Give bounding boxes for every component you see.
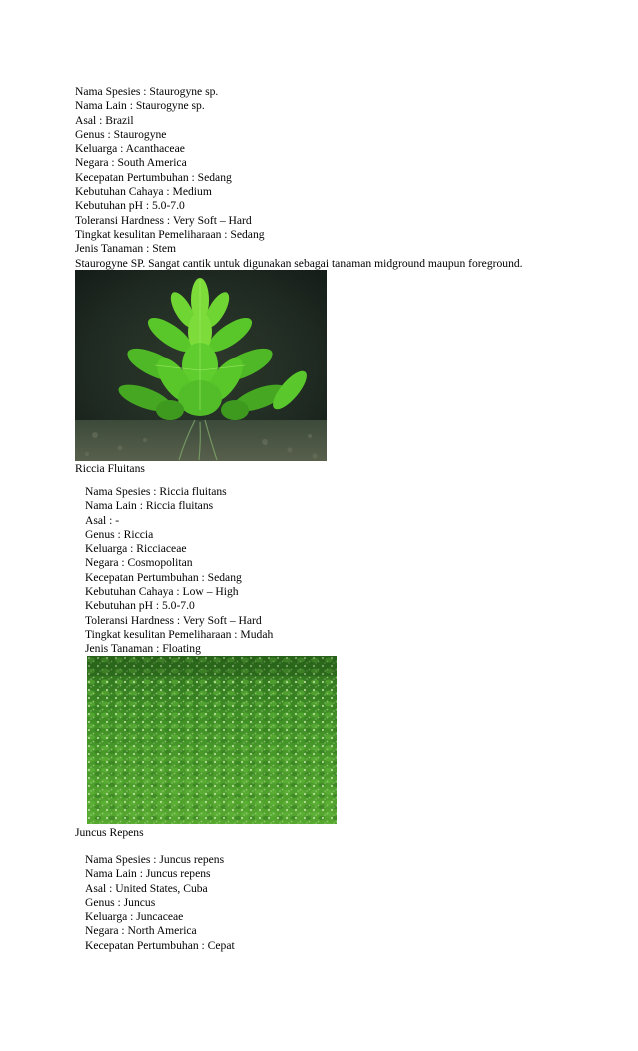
info-line: Kecepatan Pertumbuhan : Sedang xyxy=(85,570,242,584)
staurogyne-photo xyxy=(75,270,327,461)
info-line: Tingkat kesulitan Pemeliharaan : Sedang xyxy=(75,227,265,241)
info-line: Nama Spesies : Juncus repens xyxy=(85,853,225,866)
info-line: Toleransi Hardness : Very Soft – Hard xyxy=(85,613,262,627)
info-line: Negara : South America xyxy=(75,156,187,170)
info-line: Nama Lain : Staurogyne sp. xyxy=(75,99,205,113)
riccia-photo xyxy=(87,656,337,824)
info-line: Nama Lain : Riccia fluitans xyxy=(85,499,214,513)
section-heading: Riccia Fluitans xyxy=(75,462,145,475)
info-line: Kebutuhan Cahaya : Medium xyxy=(75,185,212,199)
info-line: Genus : Staurogyne xyxy=(75,127,167,141)
info-line: Jenis Tanaman : Stem xyxy=(75,242,177,256)
riccia-info xyxy=(75,485,273,657)
info-line: Keluarga : Juncaceae xyxy=(85,910,184,924)
staurogyne-description: Staurogyne SP. Sangat cantik untuk digunakan sebagai tanaman midground maupun foreground. xyxy=(75,256,523,270)
info-line: Keluarga : Ricciaceae xyxy=(85,542,187,556)
info-line: Tingkat kesulitan Pemeliharaan : Mudah xyxy=(85,627,274,641)
info-line: Toleransi Hardness : Very Soft – Hard xyxy=(75,213,252,227)
info-line: Negara : North America xyxy=(85,924,197,938)
info-line: Nama Lain : Juncus repens xyxy=(85,867,211,881)
info-line: Genus : Juncus xyxy=(85,895,156,909)
info-line: Kecepatan Pertumbuhan : Cepat xyxy=(85,938,235,952)
info-line: Nama Spesies : Staurogyne sp. xyxy=(75,85,219,98)
info-line: Asal : - xyxy=(85,513,120,527)
juncus-info xyxy=(75,853,235,953)
info-line: Jenis Tanaman : Floating xyxy=(85,642,201,656)
info-line: Kecepatan Pertumbuhan : Sedang xyxy=(75,170,232,184)
info-line: Kebutuhan pH : 5.0-7.0 xyxy=(75,199,185,213)
info-line: Keluarga : Acanthaceae xyxy=(75,142,185,156)
info-line: Kebutuhan pH : 5.0-7.0 xyxy=(85,599,195,613)
info-line: Nama Spesies : Riccia fluitans xyxy=(85,485,227,498)
info-line: Genus : Riccia xyxy=(85,527,154,541)
staurogyne-info xyxy=(75,85,523,271)
juncus-heading-block xyxy=(75,826,144,840)
info-line: Asal : Brazil xyxy=(75,113,134,127)
riccia-heading-block xyxy=(75,462,145,476)
info-line: Asal : United States, Cuba xyxy=(85,881,208,895)
info-line: Negara : Cosmopolitan xyxy=(85,556,193,570)
info-line: Kebutuhan Cahaya : Low – High xyxy=(85,585,239,599)
section-heading: Juncus Repens xyxy=(75,826,144,839)
